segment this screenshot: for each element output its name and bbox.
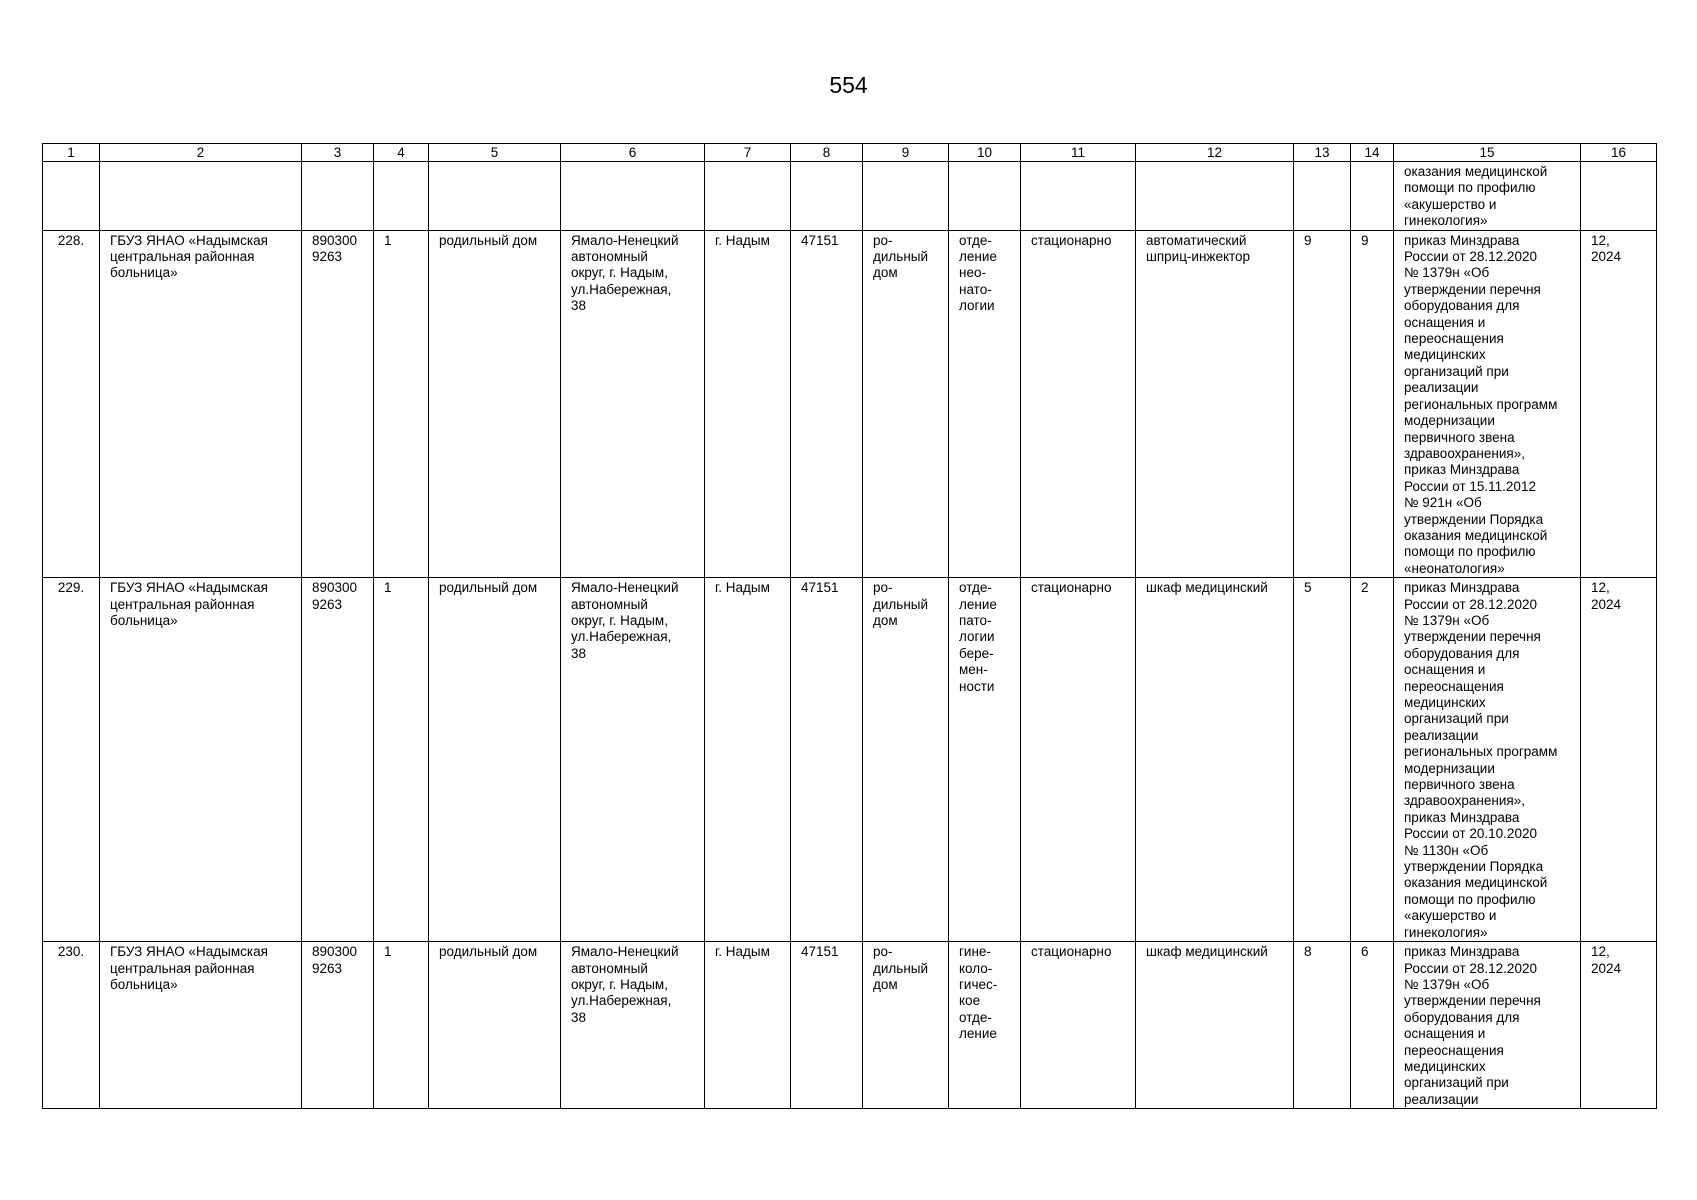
cell-regulation: приказ Минздрава России от 28.12.2020 № 1379н «Об утверждении перечня оборудования для оснащения и переоснащения медицинских организаций при реализации региональных программ модернизации первичного звена здравоохранения», приказ Минздрава России от 15.11.2012 № 921н «Об утверждении Порядка оказания медицинской помощи по профилю «неонатология» [1394, 230, 1581, 578]
cell-inn: 890300 9263 [302, 942, 374, 1109]
cell-facility-type: родильный дом [429, 230, 561, 578]
cell-organization: ГБУЗ ЯНАО «Надымская центральная районная больница» [100, 578, 302, 942]
cell-date: 12, 2024 [1581, 230, 1657, 578]
table-row [43, 578, 1657, 942]
cell-col13: 5 [1294, 578, 1351, 942]
cell-oktmo: 47151 [791, 230, 863, 578]
column-header: 10 [949, 144, 1021, 162]
column-header: 15 [1394, 144, 1581, 162]
cell-oktmo: 47151 [791, 578, 863, 942]
column-header: 16 [1581, 144, 1657, 162]
column-header: 2 [100, 144, 302, 162]
cell-organization: ГБУЗ ЯНАО «Надымская центральная районная больница» [100, 230, 302, 578]
cell-empty [1294, 162, 1351, 231]
cell-col4: 1 [374, 942, 429, 1109]
cell-empty [561, 162, 705, 231]
cell-subdivision: ро- дильный дом [863, 578, 949, 942]
cell-col14: 2 [1351, 578, 1394, 942]
cell-care-form: стационарно [1021, 942, 1136, 1109]
cell-address: Ямало-Ненецкий автономный округ, г. Надым, ул.Набережная, 38 [561, 942, 705, 1109]
column-header: 9 [863, 144, 949, 162]
cell-city: г. Надым [705, 230, 791, 578]
cell-empty [949, 162, 1021, 231]
cell-regulation: приказ Минздрава России от 28.12.2020 № 1379н «Об утверждении перечня оборудования для оснащения и переоснащения медицинских организаций при реализации [1394, 942, 1581, 1109]
page-number: 554 [829, 72, 868, 98]
cell-col13: 8 [1294, 942, 1351, 1109]
cell-empty [1021, 162, 1136, 231]
cell-inn: 890300 9263 [302, 578, 374, 942]
cell-empty [705, 162, 791, 231]
cell-regulation: оказания медицинской помощи по профилю «акушерство и гинекология» [1394, 162, 1581, 231]
cell-city: г. Надым [705, 578, 791, 942]
cell-col14: 6 [1351, 942, 1394, 1109]
cell-department: отде- ление нео- нато- логии [949, 230, 1021, 578]
cell-subdivision: ро- дильный дом [863, 942, 949, 1109]
cell-empty [863, 162, 949, 231]
cell-equipment: автоматический шприц-инжектор [1136, 230, 1294, 578]
cell-equipment: шкаф медицинский [1136, 942, 1294, 1109]
cell-subdivision: ро- дильный дом [863, 230, 949, 578]
cell-care-form: стационарно [1021, 230, 1136, 578]
table-row [43, 230, 1657, 578]
cell-address: Ямало-Ненецкий автономный округ, г. Надым, ул.Набережная, 38 [561, 230, 705, 578]
column-header: 14 [1351, 144, 1394, 162]
cell-row-number: 228. [43, 230, 100, 578]
cell-organization: ГБУЗ ЯНАО «Надымская центральная районная больница» [100, 942, 302, 1109]
cell-address: Ямало-Ненецкий автономный округ, г. Надым, ул.Набережная, 38 [561, 578, 705, 942]
column-header: 3 [302, 144, 374, 162]
column-header: 11 [1021, 144, 1136, 162]
cell-empty [374, 162, 429, 231]
cell-row-number: 229. [43, 578, 100, 942]
cell-col4: 1 [374, 230, 429, 578]
cell-city: г. Надым [705, 942, 791, 1109]
cell-date: 12, 2024 [1581, 578, 1657, 942]
column-header: 8 [791, 144, 863, 162]
cell-date: 12, 2024 [1581, 942, 1657, 1109]
column-header: 1 [43, 144, 100, 162]
column-header: 6 [561, 144, 705, 162]
column-header: 13 [1294, 144, 1351, 162]
cell-equipment: шкаф медицинский [1136, 578, 1294, 942]
cell-empty [429, 162, 561, 231]
cell-empty [100, 162, 302, 231]
cell-oktmo: 47151 [791, 942, 863, 1109]
cell-empty [302, 162, 374, 231]
cell-col13: 9 [1294, 230, 1351, 578]
cell-facility-type: родильный дом [429, 578, 561, 942]
cell-col14: 9 [1351, 230, 1394, 578]
continuation-row [43, 162, 1657, 231]
cell-empty [791, 162, 863, 231]
equipment-table [42, 143, 1657, 1109]
column-header: 5 [429, 144, 561, 162]
cell-row-number: 230. [43, 942, 100, 1109]
column-header: 12 [1136, 144, 1294, 162]
cell-department: гине- коло- гичес- кое отде- ление [949, 942, 1021, 1109]
cell-col4: 1 [374, 578, 429, 942]
cell-inn: 890300 9263 [302, 230, 374, 578]
cell-facility-type: родильный дом [429, 942, 561, 1109]
cell-regulation: приказ Минздрава России от 28.12.2020 № 1379н «Об утверждении перечня оборудования для оснащения и переоснащения медицинских организаций при реализации региональных программ модернизации первичного звена здравоохранения», приказ Минздрава России от 20.10.2020 № 1130н «Об утверждении Порядка оказания медицинской помощи по профилю «акушерство и гинекология» [1394, 578, 1581, 942]
column-header: 4 [374, 144, 429, 162]
cell-care-form: стационарно [1021, 578, 1136, 942]
cell-empty [1136, 162, 1294, 231]
column-header: 7 [705, 144, 791, 162]
cell-department: отде- ление пато- логии бере- мен- ности [949, 578, 1021, 942]
column-number-header-row [43, 144, 1657, 162]
cell-empty [1581, 162, 1657, 231]
table-row [43, 942, 1657, 1109]
cell-empty [1351, 162, 1394, 231]
cell-empty [43, 162, 100, 231]
